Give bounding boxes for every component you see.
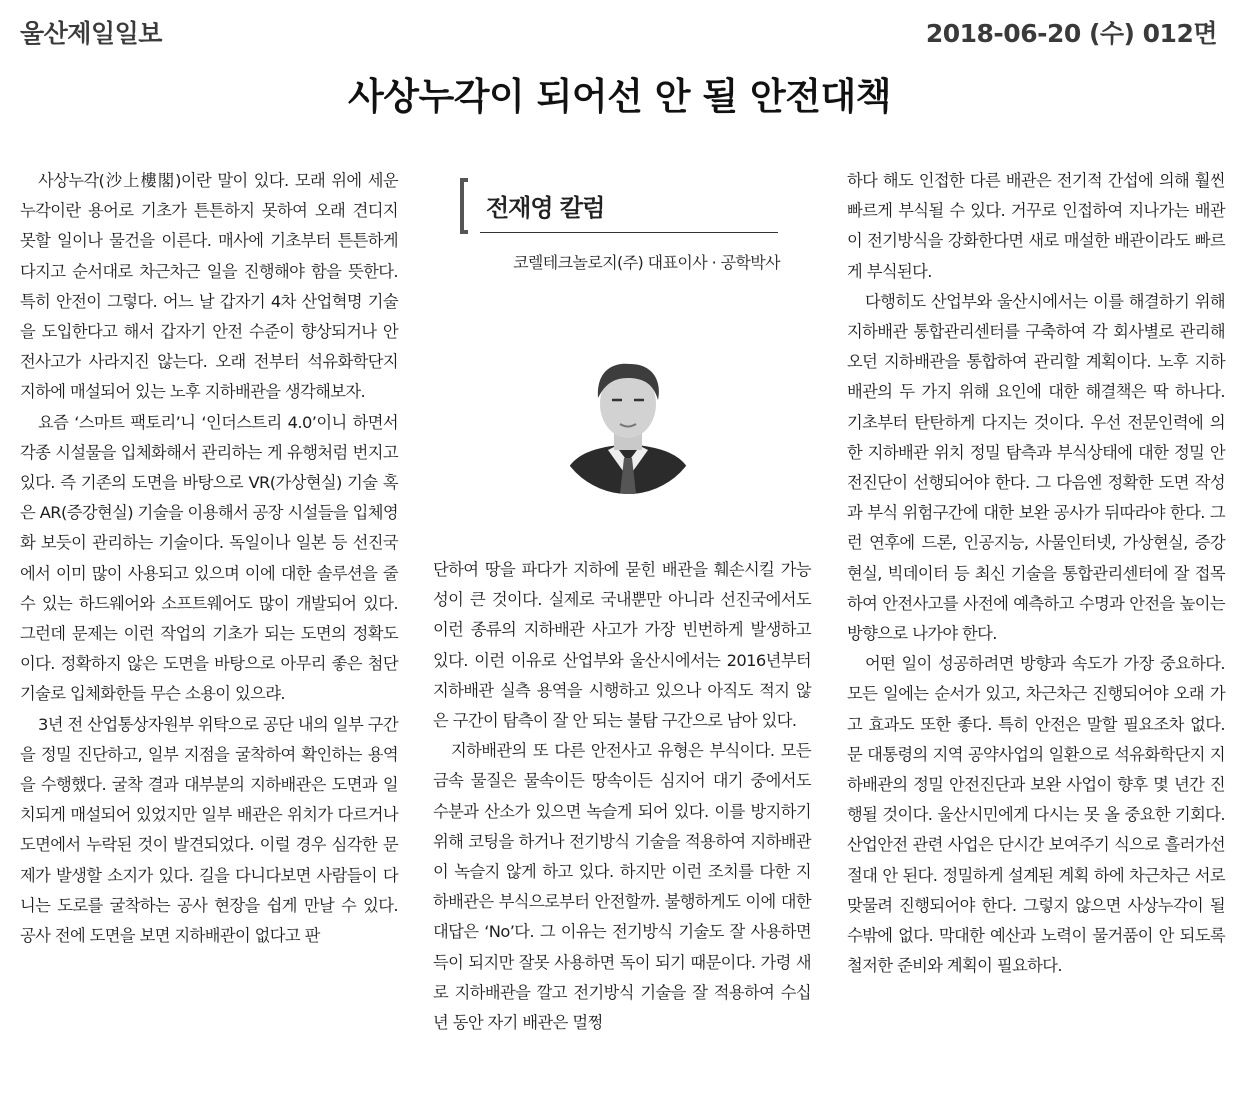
author-byline: 코렐테크놀로지(주) 대표이사 · 공학박사 — [513, 253, 780, 272]
divider — [480, 232, 778, 233]
publication-name: 울산제일일보 — [20, 19, 162, 48]
column-title: 전재영 칼럼 — [486, 194, 605, 222]
paragraph: 3년 전 산업통상자원부 위탁으로 공단 내의 일부 구간을 정밀 진단하고, 일부 지점을 굴착하여 확인하는 용역을 수행했다. 굴착 결과 대부분의 지하배관은 도면과 일치되게 매설되어 있었지만 일부 배관은 위치가 다르거나 도면에서 누락된 것이 발견되었다. 이럴 경우 심각한 문제가 발생할 소지가 있다. 길을 다니다보면 사람들이 다니는 도로를 굴착하는 공사 현장을 쉽게 만날 수 있다. 공사 전에 도면을 보면 지하배관이 없다고 판 — [20, 714, 398, 946]
headline: 사상누각이 되어선 안 될 안전대책 — [348, 74, 891, 118]
issue-date: 2018-06-20 (수) 012면 — [925, 19, 1217, 48]
column-title-box — [460, 178, 778, 238]
paragraph: 하다 해도 인접한 다른 배관은 전기적 간섭에 의해 훨씬 빠르게 부식될 수 있다. 거꾸로 인접하여 지나가는 배관이 전기방식을 강화한다면 새로 매설한 배관이라도 빠르게 부식된다. — [847, 171, 1225, 281]
article-column-3 — [847, 166, 1225, 981]
paragraph: 사상누각(沙上樓閣)이란 말이 있다. 모래 위에 세운 누각이란 용어로 기초가 튼튼하지 못하여 오래 견디지 못할 일이나 물건을 이른다. 매사에 기초부터 튼튼하게 다지고 순서대로 차근차근 일을 진행해야 함을 뜻한다. 특히 안전이 그렇다. 어느 날 갑자기 4차 산업혁명 기술을 도입한다고 해서 갑자기 안전 수준이 향상되거나 안전사고가 사라지진 않는다. 오래 전부터 석유화학단지 지하에 매설되어 있는 노후 지하배관을 생각해보자. — [20, 171, 398, 402]
author-photo-icon — [554, 346, 702, 494]
paragraph: 단하여 땅을 파다가 지하에 묻힌 배관을 훼손시킬 가능성이 큰 것이다. 실제로 국내뿐만 아니라 선진국에서도 이런 종류의 지하배관 사고가 가장 빈번하게 발생하고 있다. 이런 이유로 산업부와 울산시에서는 2016년부터 지하배관 실측 용역을 시행하고 있으나 아직도 적지 않은 구간이 탐측이 잘 안 되는 불탐 구간으로 남아 있다. — [433, 560, 811, 731]
paragraph: 지하배관의 또 다른 안전사고 유형은 부식이다. 모든 금속 물질은 물속이든 땅속이든 심지어 대기 중에서도 수분과 산소가 있으면 녹슬게 되어 있다. 이를 방지하기 위해 코팅을 하거나 전기방식 기술을 적용하여 지하배관이 녹슬지 않게 하고 있다. 하지만 이런 조치를 다한 지하배관은 부식으로부터 안전할까. 불행하게도 이에 대한 대답은 ‘No’다. 그 이유는 전기방식 기술도 잘 사용하면 득이 되지만 잘못 사용하면 독이 되기 때문이다. 가령 새로 지하배관을 깔고 전기방식 기술을 잘 적용하여 수십 년 동안 자기 배관은 멀쩡 — [433, 741, 811, 1033]
paragraph: 요즘 ‘스마트 팩토리’니 ‘인더스트리 4.0’이니 하면서 각종 시설물을 입체화해서 관리하는 게 유행처럼 번지고 있다. 즉 기존의 도면을 바탕으로 VR(가상현실) 기술 혹은 AR(증강현실) 기술을 이용해서 공장 시설들을 입체영화 보듯이 관리하는 기술이다. 독일이나 일본 등 선진국에서 이미 많이 사용되고 있으며 이에 대한 솔루션을 줄 수 있는 하드웨어와 소프트웨어도 많이 개발되어 있다. 그런데 문제는 이런 작업의 기초가 되는 도면의 정확도이다. 정확하지 않은 도면을 바탕으로 아무리 좋은 첨단기술로 입체화한들 무슨 소용이 있으랴. — [20, 412, 398, 704]
paragraph: 다행히도 산업부와 울산시에서는 이를 해결하기 위해 지하배관 통합관리센터를 구축하여 각 회사별로 관리해오던 지하배관을 통합하여 관리할 계획이다. 노후 지하배관의 두 가지 위해 요인에 대한 해결책은 딱 하나다. 기초부터 탄탄하게 다지는 것이다. 우선 전문인력에 의한 지하배관 위치 정밀 탐측과 부식상태에 대한 정밀 안전진단이 선행되어야 한다. 그 다음엔 정확한 도면 작성과 부식 위험구간에 대한 보완 공사가 뒤따라야 한다. 그런 연후에 드론, 인공지능, 사물인터넷, 가상현실, 증강현실, 빅데이터 등 최신 기술을 통합관리센터에 잘 접목하여 안전사고를 사전에 예측하고 수명과 안전을 높이는 방향으로 나가야 한다. — [847, 291, 1225, 644]
article-column-2 — [433, 555, 811, 1038]
article-column-1 — [20, 166, 398, 951]
paragraph: 어떤 일이 성공하려면 방향과 속도가 가장 중요하다. 모든 일에는 순서가 있고, 차근차근 진행되어야 오래 가고 효과도 또한 좋다. 특히 안전은 말할 필요조차 없다. 문 대통령의 지역 공약사업의 일환으로 석유화학단지 지하배관의 정밀 안전진단과 보완 사업이 향후 몇 년간 진행될 것이다. 울산시민에게 다시는 못 올 중요한 기회다. 산업안전 관련 사업은 단시간 보여주기 식으로 흘러가선 절대 안 된다. 정밀하게 설계된 계획 하에 차근차근 서로 맞물려 진행되어야 한다. 그렇지 않으면 사상누각이 될 수밖에 없다. 막대한 예산과 노력이 물거품이 안 되도록 철저한 준비와 계획이 필요하다. — [847, 654, 1225, 976]
bracket-mark — [460, 178, 468, 234]
author-portrait — [554, 346, 702, 494]
